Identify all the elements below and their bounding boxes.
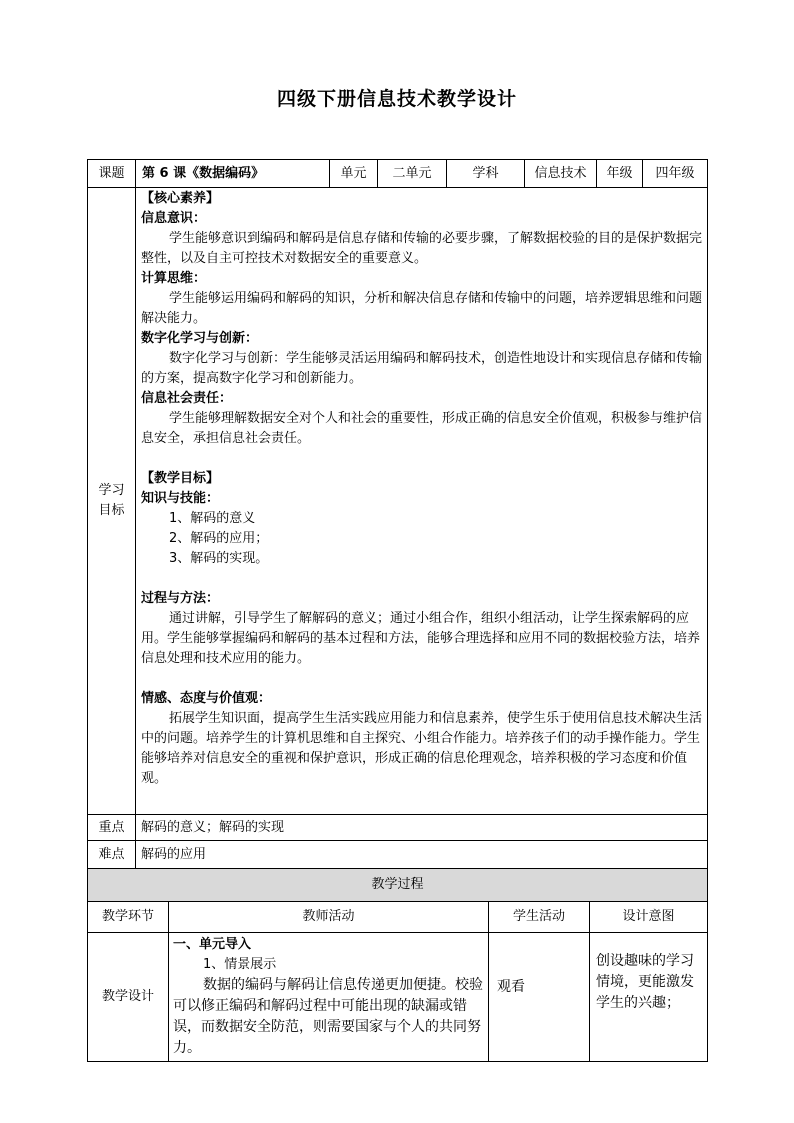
- objectives-content: [136, 188, 708, 815]
- info-awareness-heading: 信息意识：: [141, 211, 207, 226]
- objectives-row: [88, 188, 708, 815]
- teaching-goals-heading: 【教学目标】: [141, 471, 220, 486]
- grade-label: 年级: [597, 160, 643, 188]
- info-awareness-text: 学生能够意识到编码和解码是信息存储和传输的必要步骤，了解数据校验的目的是保护数据完整性，以及自主可控技术对数据安全的重要意义。: [141, 231, 703, 266]
- grade-value: 四年级: [643, 160, 708, 188]
- lesson-label: 课题: [88, 160, 136, 188]
- teaching-process-table: [87, 868, 708, 1062]
- difficulty-label: 难点: [88, 841, 136, 869]
- subject-value: 信息技术: [525, 160, 597, 188]
- computational-text: 学生能够运用编码和解码的知识，分析和解决信息存储和传输中的问题，培养逻辑思维和问题解决能力。: [141, 291, 703, 326]
- objectives-label: [88, 188, 136, 815]
- emotion-heading: 情感、态度与价值观：: [141, 691, 272, 706]
- teacher-heading: 一、单元导入: [173, 937, 252, 952]
- knowledge-item: 3、解码的实现。: [169, 551, 269, 566]
- knowledge-item: 1、解码的意义: [169, 511, 256, 526]
- process-section-title: 教学过程: [88, 869, 708, 902]
- teacher-subheading: 1、情景展示: [203, 957, 277, 972]
- digital-text: 数字化学习与创新：学生能够灵活运用编码和解码技术，创造性地设计和实现信息存储和传输的方案，提高数字化学习和创新能力。: [141, 351, 703, 386]
- design-intent-cell: 创设趣味的学习情境，更能激发学生的兴趣；: [590, 933, 708, 1062]
- teacher-text: 数据的编码与解码让信息传递更加便捷。校验可以修正编码和解码过程中可能出现的缺漏或错误，而数据安全防范，则需要国家与个人的共同努力。: [173, 977, 483, 1056]
- process-row: [88, 933, 708, 1062]
- unit-value: 二单元: [378, 160, 447, 188]
- objectives-label-line1: 学习: [98, 483, 125, 498]
- column-header: 教师活动: [169, 902, 489, 933]
- process-header-row: [88, 902, 708, 933]
- knowledge-item: 2、解码的应用；: [169, 531, 269, 546]
- process-text: 通过讲解，引导学生了解解码的意义；通过小组合作，组织小组活动，让学生探索解码的应用。学生能够掌握编码和解码的基本过程和方法，能够合理选择和应用不同的数据校验方法，培养信息处理和技术应用的能力。: [141, 611, 701, 666]
- header-row: [88, 160, 708, 188]
- key-point-row: [88, 815, 708, 841]
- key-point-value: 解码的意义；解码的实现: [136, 815, 708, 841]
- subject-label: 学科: [447, 160, 525, 188]
- column-header: 学生活动: [489, 902, 590, 933]
- unit-label: 单元: [330, 160, 378, 188]
- column-header: 教学环节: [88, 902, 169, 933]
- computational-heading: 计算思维：: [141, 271, 207, 286]
- document-title: 四级下册信息技术教学设计: [276, 88, 517, 110]
- social-text: 学生能够理解数据安全对个人和社会的重要性，形成正确的信息安全价值观，积极参与维护信息安全，承担信息社会责任。: [141, 411, 703, 446]
- lesson-info-table: [87, 159, 708, 869]
- teacher-activity-cell: [169, 933, 489, 1062]
- stage-cell: 教学设计: [88, 933, 169, 1062]
- social-heading: 信息社会责任：: [141, 391, 233, 406]
- digital-heading: 数字化学习与创新：: [141, 331, 259, 346]
- objectives-label-line2: 目标: [98, 503, 125, 518]
- column-header: 设计意图: [590, 902, 708, 933]
- knowledge-heading: 知识与技能：: [141, 491, 220, 506]
- lesson-value: 第 6 课《数据编码》: [136, 160, 330, 188]
- core-literacy-heading: 【核心素养】: [141, 191, 220, 206]
- difficulty-value: 解码的应用: [136, 841, 708, 869]
- student-activity-cell: 观看: [489, 933, 590, 1062]
- difficulty-row: [88, 841, 708, 869]
- key-point-label: 重点: [88, 815, 136, 841]
- emotion-text: 拓展学生知识面，提高学生生活实践应用能力和信息素养，使学生乐于使用信息技术解决生活中的问题。培养学生的计算机思维和自主探究、小组合作能力。培养孩子们的动手操作能力。学生能够培养对信息安全的重视和保护意识，形成正确的信息伦理观念，培养积极的学习态度和价值观。: [141, 711, 703, 786]
- process-heading: 过程与方法：: [141, 591, 220, 606]
